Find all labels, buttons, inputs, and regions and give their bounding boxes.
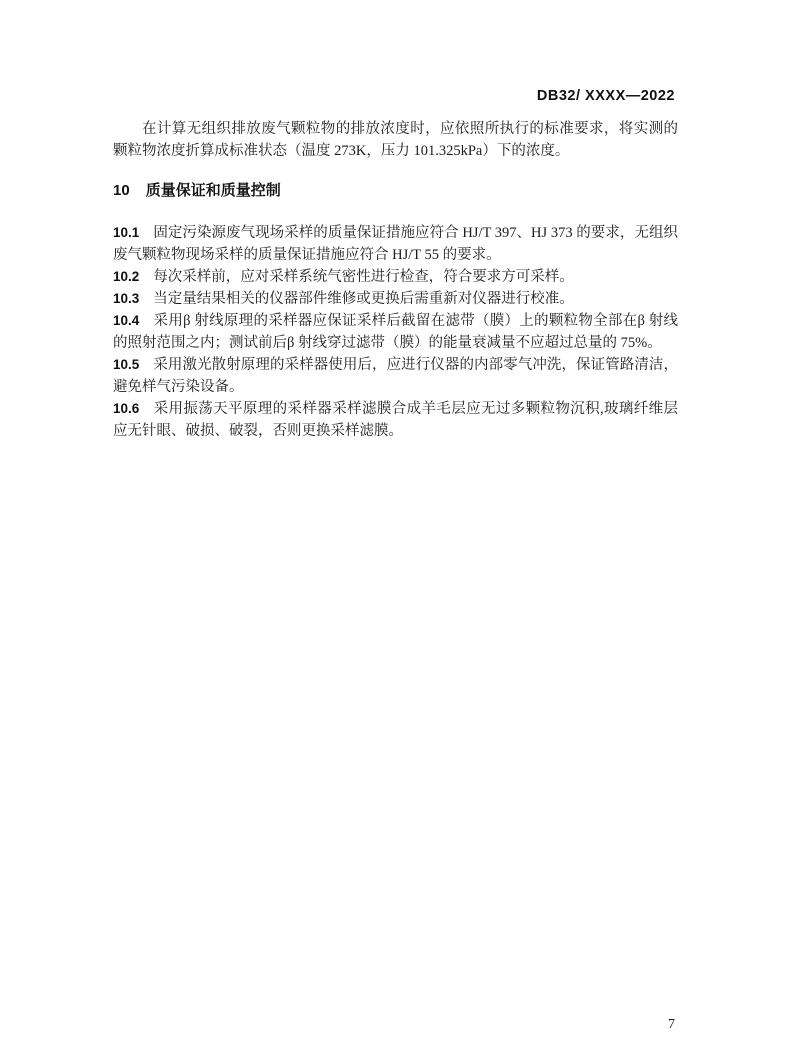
- section-title: 质量保证和质量控制: [145, 182, 281, 199]
- section-number: 10: [113, 182, 130, 199]
- clause-text: 采用β 射线原理的采样器应保证采样后截留在滤带（膜）上的颗粒物全部在β 射线的照射范围之内；测试前后β 射线穿过滤带（膜）的能量衰减量不应超过总量的 75%。: [113, 313, 678, 351]
- intro-paragraph: 在计算无组织排放废气颗粒物的排放浓度时，应依照所执行的标准要求，将实测的颗粒物浓度折算成标准状态（温度 273K，压力 101.325kPa）下的浓度。: [113, 121, 678, 159]
- clause-10-3: [113, 288, 678, 310]
- page-number: 7: [668, 1017, 675, 1032]
- text-column: [113, 118, 678, 442]
- clause-number: 10.3: [113, 291, 140, 306]
- document-code-header: DB32/ XXXX—2022: [536, 88, 675, 104]
- clause-10-5: [113, 354, 678, 398]
- clause-10-4: [113, 310, 678, 354]
- clause-text: 采用振荡天平原理的采样器采样滤膜合成羊毛层应无过多颗粒物沉积,玻璃纤维层应无针眼、破损、破裂，否则更换采样滤膜。: [113, 401, 678, 439]
- clause-number: 10.2: [113, 269, 140, 284]
- clause-number: 10.1: [113, 225, 140, 240]
- clause-10-2: [113, 266, 678, 288]
- clause-number: 10.6: [113, 401, 140, 416]
- section-heading: [113, 182, 678, 200]
- clause-text: 每次采样前，应对采样系统气密性进行检查，符合要求方可采样。: [153, 269, 574, 285]
- clause-number: 10.4: [113, 313, 140, 328]
- clause-number: 10.5: [113, 357, 140, 372]
- clause-10-6: [113, 398, 678, 442]
- clause-10-1: [113, 222, 678, 266]
- clause-text: 采用激光散射原理的采样器使用后，应进行仪器的内部零气冲洗，保证管路清洁，避免样气污染设备。: [113, 357, 678, 395]
- clause-text: 当定量结果相关的仪器部件维修或更换后需重新对仪器进行校准。: [153, 291, 574, 307]
- clause-text: 固定污染源废气现场采样的质量保证措施应符合 HJ/T 397、HJ 373 的要求，无组织废气颗粒物现场采样的质量保证措施应符合 HJ/T 55 的要求。: [113, 225, 678, 263]
